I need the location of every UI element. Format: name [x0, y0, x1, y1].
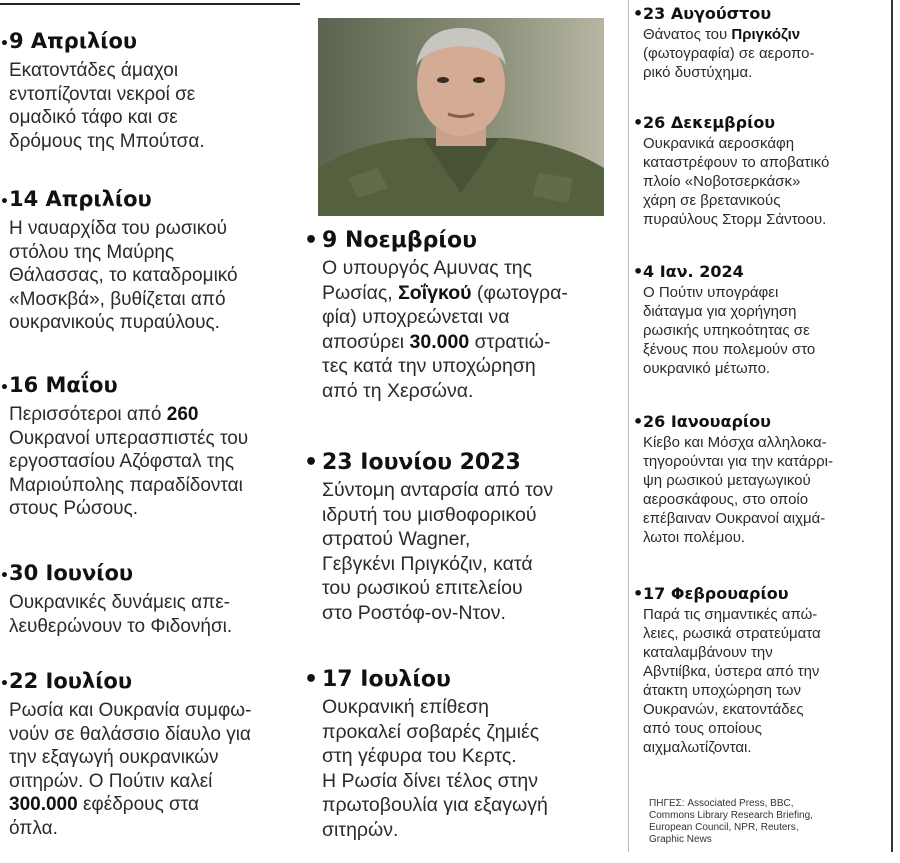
portrait-illustration	[318, 18, 604, 216]
entry-text: Ουκρανικά αεροσκάφη καταστρέφουν το αποβατικό πλοίο «Νοβοτσερκάσκ» χάρη σε βρετανικούς πυραύλους Στορμ Σάντοου.	[643, 135, 830, 228]
timeline-entry	[0, 372, 248, 521]
entry-date: •26 Δεκεμβρίου	[633, 113, 776, 132]
timeline-entry	[0, 28, 205, 153]
entry-text: Παρά τις σημαντικές απώ- λειες, ρωσικά στρατεύματα καταλαμβάνουν την Αβντιίβκα, ύστερα από την άτακτη υποχώρηση των Ουκρανών, εκατοντάδες από τους οποίους αιχμαλωτίζονται.	[643, 606, 821, 756]
entry-text: Ο υπουργός Αμυνας της Ρωσίας, Σοΐγκού (φωτογρα- φία) υποχρεώνεται να αποσύρει 30.000 στρατιώ- τες κατά την υποχώρηση από τη Χερσώνα.	[322, 257, 568, 402]
top-rule	[0, 3, 300, 5]
timeline-entry	[304, 666, 548, 842]
entry-date: •22 Ιουλίου	[0, 669, 133, 693]
entry-text: Εκατοντάδες άμαχοι εντοπίζονται νεκροί σε ομαδικό τάφο και σε δρόμους της Μπούτσα.	[9, 60, 205, 152]
entry-date: •16 Μαΐου	[0, 373, 118, 397]
timeline-entry	[633, 262, 815, 378]
timeline-column-3	[628, 0, 893, 852]
entry-date: •23 Αυγούστου	[633, 4, 772, 23]
entry-text: Κίεβο και Μόσχα αλληλοκα- τηγορούνται για την κατάρρι- ψη ρωσικού μεταγωγικού αεροσκάφους, στο οποίο επέβαιναν Ουκρανοί αιχμά- λωτοι πολέμου.	[643, 434, 833, 546]
entry-date: •14 Απριλίου	[0, 187, 152, 211]
entry-text: Θάνατος του Πριγκόζιν (φωτογραφία) σε αεροπο- ρικό δυστύχημα.	[643, 26, 815, 81]
timeline-entry	[0, 668, 251, 840]
entry-date: • 23 Ιουνίου 2023	[304, 450, 521, 475]
timeline-entry	[304, 227, 568, 403]
shoigu-photo	[318, 18, 604, 216]
entry-date: •26 Ιανουαρίου	[633, 412, 771, 431]
timeline-entry	[304, 449, 553, 625]
entry-text: Ουκρανικές δυνάμεις απε- λευθερώνουν το Φιδονήσι.	[9, 592, 233, 637]
timeline-entry	[633, 113, 829, 229]
entry-text: Περισσότεροι από 260 Ουκρανοί υπερασπιστές του εργοστασίου Αζόφσταλ της Μαριούπολης παραδίδονται στους Ρώσους.	[9, 404, 249, 519]
timeline-entry	[633, 4, 814, 82]
entry-date: • 17 Ιουλίου	[304, 667, 451, 692]
entry-date: •4 Ιαν. 2024	[633, 262, 744, 281]
timeline-entry	[633, 584, 821, 757]
entry-text: Ουκρανική επίθεση προκαλεί σοβαρές ζημιές στη γέφυρα του Κερτς. Η Ρωσία δίνει τέλος στην πρωτοβουλία για εξαγωγή σιτηρών.	[322, 696, 548, 841]
entry-date: •17 Φεβρουαρίου	[633, 584, 789, 603]
entry-text: Ρωσία και Ουκρανία συμφω- νούν σε θαλάσσιο δίαυλο για την εξαγωγή ουκρανικών σιτηρών. Ο Πούτιν καλεί 300.000 εφέδρους στα όπλα.	[9, 700, 252, 839]
entry-date: •30 Ιουνίου	[0, 561, 134, 585]
entry-date: • 9 Νοεμβρίου	[304, 228, 477, 253]
entry-text: Σύντομη ανταρσία από τον ιδρυτή του μισθοφορικού στρατού Wagner, Γεβγκένι Πριγκόζιν, κατά του ρωσικού επιτελείου στο Ροστόφ-ον-Ντον.	[322, 479, 554, 624]
sources-note: ΠΗΓΕΣ: Associated Press, BBC, Commons Library Research Briefing, European Council, NPR, Reuters, Graphic News	[649, 798, 813, 845]
entry-date: •9 Απριλίου	[0, 29, 138, 53]
timeline-entry	[0, 560, 232, 638]
entry-text: Η ναυαρχίδα του ρωσικού στόλου της Μαύρης Θάλασσας, το καταδρομικό «Μοσκβά», βυθίζεται από ουκρανικούς πυραύλους.	[9, 218, 238, 333]
timeline-entry	[633, 412, 833, 547]
entry-text: Ο Πούτιν υπογράφει διάταγμα για χορήγηση ρωσικής υπηκοότητας σε ξένους που πολεμούν στο ουκρανικό μέτωπο.	[643, 284, 816, 377]
timeline-entry	[0, 186, 238, 335]
